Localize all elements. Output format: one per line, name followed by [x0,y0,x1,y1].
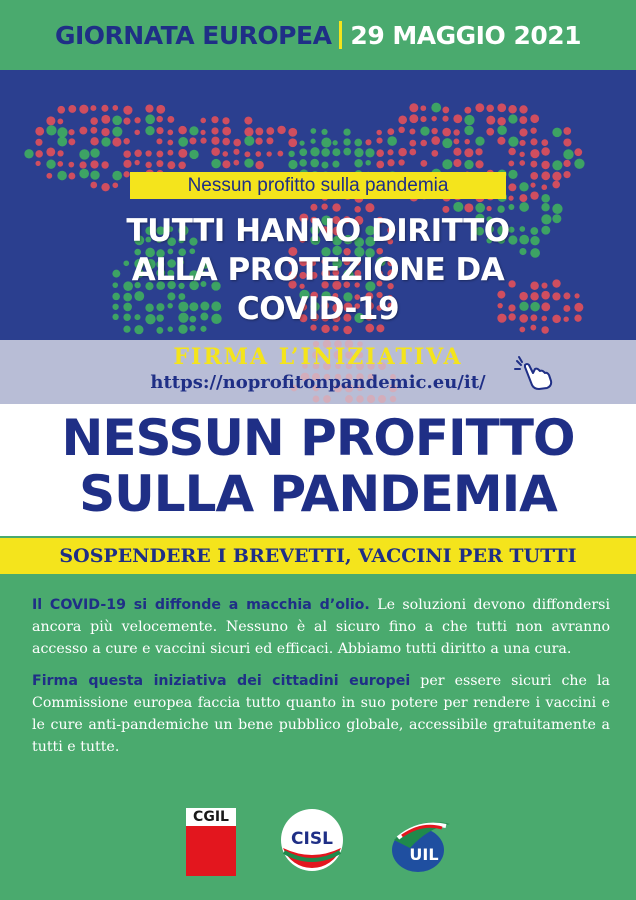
map-dot [321,129,327,135]
map-dot [387,149,393,155]
map-dot [354,159,363,168]
map-dot [486,104,494,112]
map-dot [255,161,263,169]
map-dot [442,116,448,122]
sign-title: FIRMA L’INIZIATIVA [173,344,463,370]
map-dot [79,105,88,114]
map-dot [123,118,130,125]
map-dot [541,171,550,180]
map-dot [200,118,206,124]
map-dot [541,161,549,169]
map-dot [189,150,198,159]
map-dot [101,137,110,146]
map-dot [409,149,416,156]
map-dot [156,127,163,134]
main-title [0,410,636,522]
map-dot [563,138,571,146]
body-paragraph [32,594,610,661]
map-dot [79,169,89,179]
map-dot [486,206,491,211]
map-dot [145,126,154,135]
slogan-box [130,172,506,199]
map-dot [101,183,109,191]
map-dot [310,147,319,156]
map-dot [310,139,315,144]
map-dot [519,182,528,191]
map-dot [519,194,527,202]
map-dot [68,138,75,145]
map-dot [321,161,328,168]
map-dot [563,160,570,167]
map-dot [178,137,188,147]
slogan-text: Nessun profitto sulla pandemia [187,174,449,196]
map-dot [367,395,375,403]
map-dot [541,203,549,211]
map-dot [288,128,297,137]
map-dot [156,116,163,123]
map-dot [486,128,494,136]
map-dot [442,128,451,137]
map-dot [354,139,362,147]
map-dot [310,159,319,168]
map-dot [453,138,459,144]
map-dot [134,130,140,136]
map-dot [211,147,220,156]
map-dot [101,161,108,168]
map-dot [378,395,386,403]
cisl-logo [280,808,344,872]
map-dot [387,159,394,166]
paragraph-text: Le soluzioni devono diffondersi ancora più velocemente. Nessuno è al sicuro fino a che tutti non avranno accesso a cure e vaccini sicuri ed efficaci. Abbiamo tutti diritto a una cura. [32,597,610,658]
map-dot [123,160,131,168]
map-dot [24,149,33,158]
map-dot [343,128,350,135]
map-dot [178,162,185,169]
hero-title-line: TUTTI HANNO DIRITTO [126,213,510,249]
map-dot [189,137,196,144]
map-dot [376,130,381,135]
map-dot [431,103,441,113]
body-text [32,594,610,767]
map-dot [90,137,98,145]
map-dot [266,151,271,156]
map-dot [313,396,320,403]
map-dot [46,116,55,125]
map-dot [299,148,307,156]
map-dot [211,127,218,134]
map-dot [563,171,570,178]
map-dot [222,138,230,146]
map-dot [508,148,515,155]
map-dot [431,150,438,157]
map-dot [277,151,283,157]
map-dot [288,151,294,157]
main-title-line: NESSUN PROFITTO [61,409,575,467]
map-dot [508,183,516,191]
map-dot [57,119,63,125]
map-dot [57,137,67,147]
map-dot [288,160,297,169]
map-dot [145,114,155,124]
map-dot [453,114,462,123]
map-dot [420,126,429,135]
map-dot [178,149,187,158]
map-dot [310,204,317,211]
map-dot [222,127,231,136]
map-dot [519,202,529,212]
map-dot [112,137,121,146]
map-dot [530,183,535,188]
map-dot [101,115,110,124]
map-dot [376,138,382,144]
map-dot [398,116,407,125]
map-dot [420,105,426,111]
map-dot [519,160,525,166]
map-dot [277,126,285,134]
hero-title-line: ALLA PROTEZIONE DA [131,252,505,288]
map-dot [398,148,407,157]
map-dot [134,117,140,123]
map-dot [211,116,218,123]
map-dot [508,161,514,167]
map-dot [321,203,327,209]
map-dot [244,158,253,167]
map-dot [35,127,44,136]
map-dot [68,105,76,113]
map-dot [233,160,239,166]
cgil-logo [186,808,236,876]
map-dot [57,150,63,156]
map-dot [519,128,527,136]
map-dot [552,181,560,189]
map-dot [90,148,99,157]
map-dot [332,161,339,168]
map-dot [222,151,228,157]
subtitle-text: SOSPENDERE I BREVETTI, VACCINI PER TUTTI [59,545,577,567]
map-dot [519,152,524,157]
map-dot [345,395,353,403]
map-dot [167,130,173,136]
map-dot [189,126,198,135]
map-dot [68,129,74,135]
map-dot [35,150,43,158]
map-dot [68,173,75,180]
map-dot [387,128,394,135]
map-dot [365,148,374,157]
map-dot [409,129,415,135]
map-dot [90,182,97,189]
map-dot [211,159,221,169]
map-dot [398,127,404,133]
map-dot [167,150,173,156]
map-dot [57,106,65,114]
map-dot [464,139,469,144]
map-dot [112,115,122,125]
map-dot [156,138,162,144]
map-dot [552,172,561,181]
paragraph-lead: Il COVID-19 si diffonde a macchia d’olio. [32,597,370,613]
map-dot [530,138,537,145]
map-dot [475,148,482,155]
map-dot [46,147,55,156]
map-dot [35,139,42,146]
map-dot [123,106,132,115]
map-dot [431,136,440,145]
map-dot [376,161,384,169]
map-dot [123,138,129,144]
map-dot [497,125,507,135]
map-dot [112,127,122,137]
map-dot [35,161,40,166]
map-dot [57,127,67,137]
map-dot [497,117,506,126]
uil-logo-text: UIL [409,845,439,864]
map-dot [299,141,304,146]
map-dot [420,140,427,147]
map-dot [365,160,371,166]
map-dot [222,160,230,168]
cgil-red-square [186,826,236,876]
map-dot [420,160,427,167]
map-dot [453,148,461,156]
map-dot [508,170,517,179]
map-dot [233,139,241,147]
map-dot [563,149,573,159]
header-event: GIORNATA EUROPEA [54,20,332,50]
map-dot [464,126,474,136]
header-band [0,0,636,70]
map-dot [112,171,122,181]
body-paragraph [32,670,610,759]
map-dot [464,148,473,157]
map-dot [244,117,252,125]
map-dot [453,202,463,212]
header-separator [339,21,342,49]
map-dot [79,149,89,159]
map-dot [321,137,331,147]
map-dot [145,162,151,168]
map-dot [123,150,131,158]
map-dot [68,162,74,168]
map-dot [508,195,513,200]
map-dot [508,136,518,146]
map-dot [90,117,98,125]
map-dot [563,127,571,135]
map-dot [112,182,118,188]
paragraph-text: per essere sicuri che la Commissione europea faccia tutto quanto in suo potere per rendere i vaccini e le cure anti-pandemiche un bene pubblico globale, accessibile gratuitamente a tutti e tutte. [32,672,610,756]
map-dot [442,138,452,148]
map-dot [530,149,539,158]
map-dot [145,150,151,156]
map-dot [343,138,350,145]
map-dot [211,137,219,145]
map-dot [167,116,174,123]
map-dot [530,191,538,199]
map-dot [167,161,175,169]
map-dot [356,395,364,403]
map-dot [101,128,109,136]
map-dot [475,103,484,112]
map-dot [255,151,261,157]
map-dot [167,140,173,146]
map-dot [332,140,337,145]
hero-title [0,212,636,329]
map-dot [57,161,63,167]
map-dot [409,140,416,147]
map-dot [453,159,461,167]
map-dot [442,107,449,114]
map-dot [464,107,471,114]
map-dot [156,150,163,157]
map-dot [46,125,56,135]
map-dot [519,116,527,124]
map-dot [508,105,516,113]
pointing-hand-icon [513,355,557,391]
map-dot [431,128,437,134]
map-dot [409,103,418,112]
map-dot [90,105,96,111]
map-dot [552,160,562,170]
map-dot [299,159,307,167]
map-dot [464,160,473,169]
map-dot [46,159,55,168]
map-dot [530,161,537,168]
map-dot [323,395,331,403]
uil-logo [388,814,452,874]
map-dot [244,136,254,146]
map-dot [541,184,547,190]
map-dot [101,105,108,112]
map-dot [222,117,229,124]
map-dot [134,160,139,165]
map-dot [541,147,550,156]
map-dot [332,203,340,211]
map-dot [310,128,316,134]
map-dot [255,138,262,145]
map-dot [387,136,397,146]
map-dot [244,151,250,157]
map-dot [431,116,436,121]
map-dot [321,148,330,157]
map-dot [343,148,351,156]
map-dot [519,140,525,146]
map-dot [508,204,514,210]
map-dot [475,137,484,146]
map-dot [244,127,253,136]
map-dot [90,160,98,168]
map-dot [255,127,263,135]
sign-url-link[interactable]: https://noprofitonpandemic.eu/it/ [150,372,486,393]
map-dot [233,149,239,155]
map-dot [200,130,205,135]
map-dot [376,149,384,157]
map-dot [409,114,418,123]
map-dot [508,114,517,123]
map-dot [145,104,153,112]
map-dot [541,139,548,146]
map-dot [497,103,506,112]
map-dot [486,116,495,125]
map-dot [178,126,186,134]
hero-title-line: COVID-19 [236,291,400,327]
map-dot [453,129,459,135]
map-dot [365,203,374,212]
map-dot [156,160,163,167]
map-dot [530,127,536,133]
subtitle-band [0,538,636,574]
map-dot [552,128,562,138]
map-dot [541,194,550,203]
map-dot [90,127,97,134]
map-dot [574,159,584,169]
paragraph-lead: Firma questa iniziativa dei cittadini europei [32,672,411,689]
map-dot [90,170,99,179]
map-dot [530,172,538,180]
map-dot [46,173,52,179]
cgil-logo-text: CGIL [186,808,236,826]
map-dot [156,105,165,114]
map-dot [390,396,396,402]
map-dot [365,139,371,145]
main-title-line: SULLA PANDEMIA [79,465,557,523]
map-dot [79,161,86,168]
map-dot [79,127,87,135]
map-dot [134,150,141,157]
cisl-logo-text: CISL [291,829,333,849]
header-date: 29 MAGGIO 2021 [350,20,582,50]
map-dot [123,171,129,177]
map-dot [288,138,297,147]
map-dot [266,137,273,144]
map-dot [398,159,404,165]
map-dot [574,148,582,156]
map-dot [57,171,67,181]
map-dot [112,105,118,111]
map-dot [464,115,474,125]
map-dot [475,160,483,168]
map-dot [442,159,452,169]
map-dot [530,114,539,123]
map-dot [200,138,206,144]
map-dot [420,116,426,122]
map-dot [497,137,505,145]
map-dot [266,127,274,135]
map-dot [354,148,363,157]
map-dot [332,148,340,156]
map-dot [519,105,527,113]
